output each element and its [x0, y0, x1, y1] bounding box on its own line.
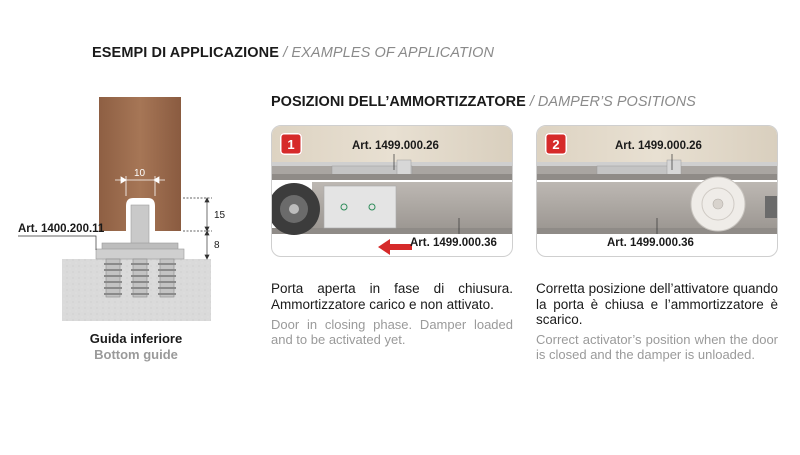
dim-height-label: 15	[214, 210, 226, 221]
section-title-en: DAMPER’S POSITIONS	[537, 94, 696, 110]
screws	[104, 259, 176, 297]
panel-2-label-top: Art. 1499.000.26	[615, 140, 702, 152]
panel-1-text-it: Porta aperta in fase di chiusura. Ammortizzatore carico e non attivato.	[271, 281, 513, 312]
damper-panel-2	[536, 125, 778, 257]
page-title-separator: /	[283, 45, 288, 61]
guide-caption-en: Bottom guide	[94, 347, 178, 362]
bottom-guide-illustration	[0, 0, 260, 330]
guide-article-label: Art. 1400.200.11	[18, 223, 105, 235]
panel-1-number-badge: 1	[280, 133, 302, 155]
panel-1-label-top: Art. 1499.000.26	[352, 140, 439, 152]
panel-1-text-en: Door in closing phase. Damper loaded and to be activated yet.	[271, 317, 513, 347]
panel-2-label-bottom: Art. 1499.000.36	[607, 237, 694, 249]
section-title-separator: /	[529, 94, 534, 110]
page-title-it: ESEMPI DI APPLICAZIONE	[92, 45, 279, 61]
panel-2-text-it: Corretta posizione dell’attivatore quando la porta è chiusa e l’ammortizzatore è scarico.	[536, 281, 778, 327]
dim-depth-label: 8	[214, 240, 220, 251]
page-title-en: EXAMPLES OF APPLICATION	[291, 45, 495, 61]
guide-caption-it: Guida inferiore	[89, 331, 183, 346]
panel-1-label-bottom: Art. 1499.000.36	[410, 237, 497, 249]
dim-width-label: 10	[134, 168, 146, 179]
section-title	[271, 94, 696, 110]
panel-2-number-badge: 2	[545, 133, 567, 155]
panel-2-text-en: Correct activator’s position when the door is closed and the damper is unloaded.	[536, 332, 778, 362]
section-title-it: POSIZIONI DELL’AMMORTIZZATORE	[271, 94, 526, 110]
damper-panel-1	[271, 125, 513, 257]
dim-height-lines	[183, 198, 212, 259]
article-leader	[18, 236, 96, 250]
